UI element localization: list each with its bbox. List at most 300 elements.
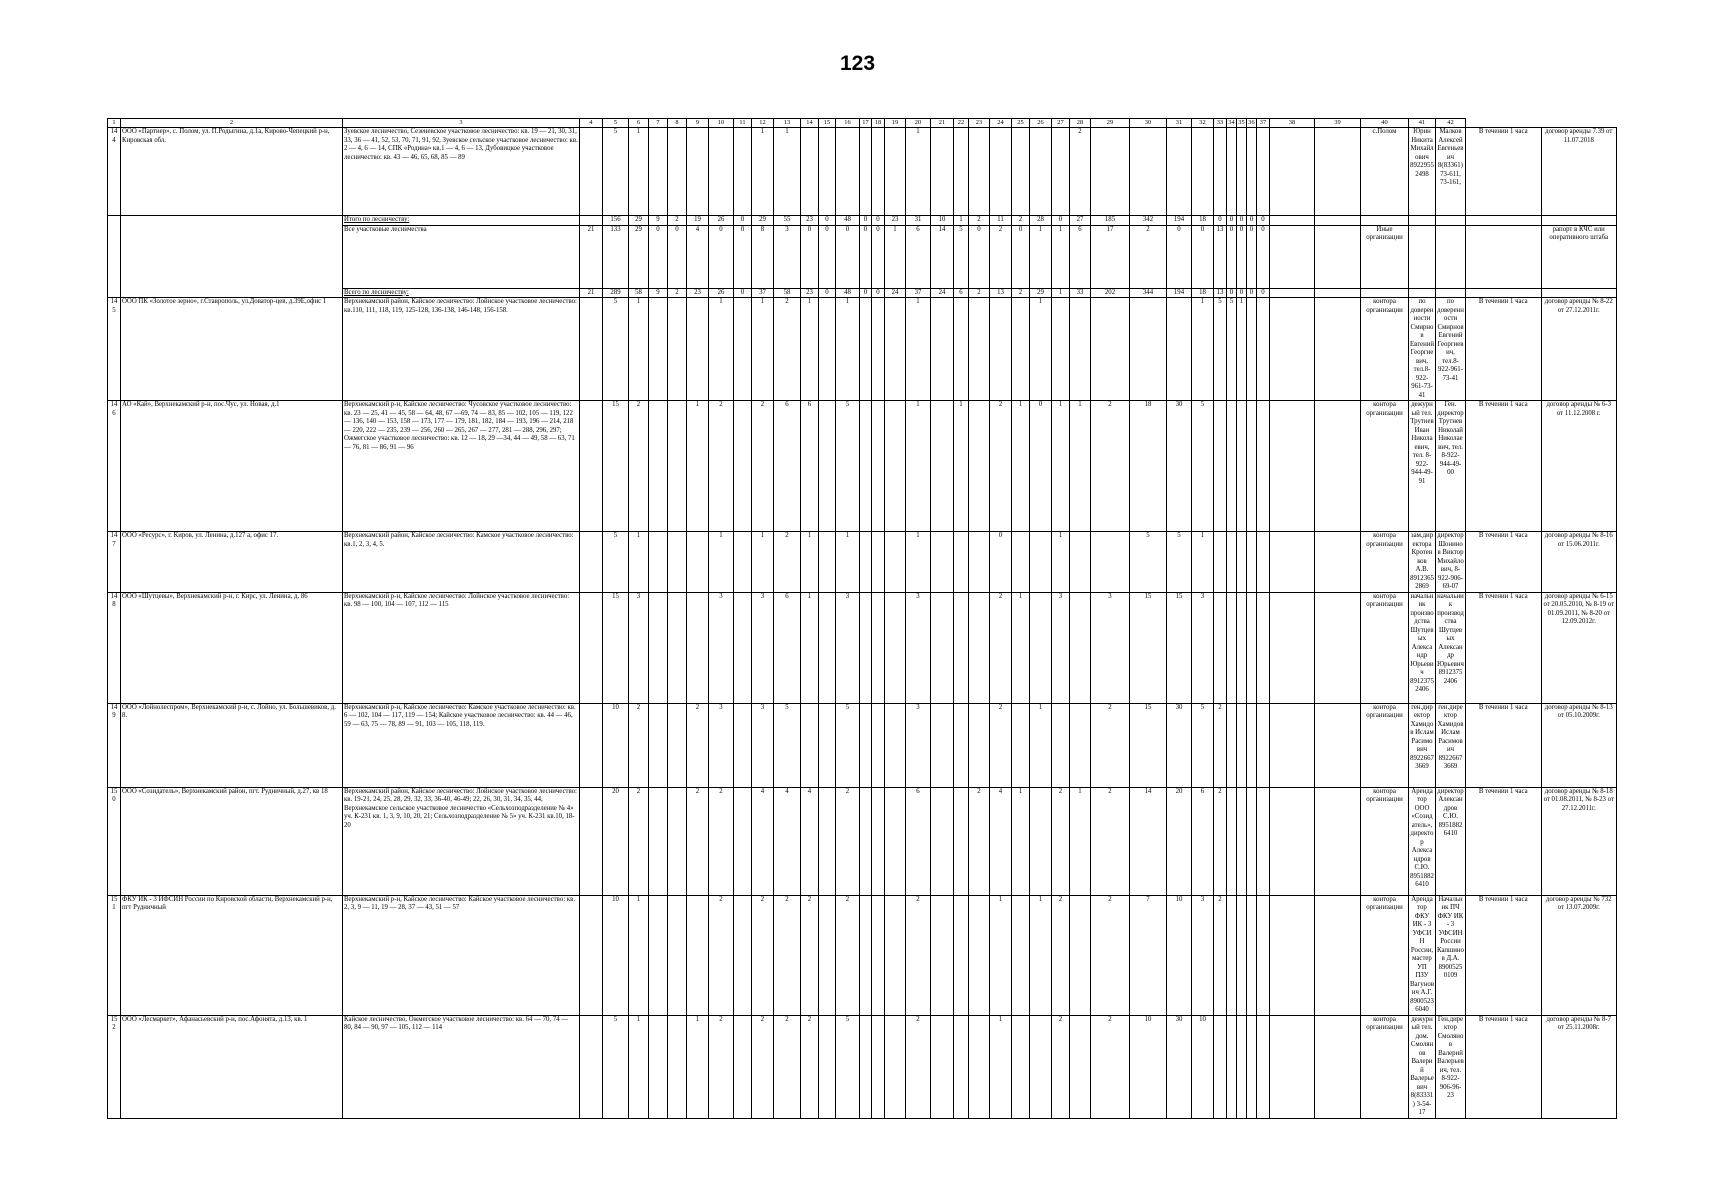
column-number-cell: 1 (108, 119, 121, 128)
manager-contact-cell: директор Шонинов Виктор Михайлович, 8-922-906-69-07 (1437, 532, 1464, 590)
count-cell (819, 298, 836, 401)
subtotal-value-cell: 0 (1052, 216, 1070, 226)
contract-cell: договор аренды № 6-3 от 11.12.2008 г. (1541, 401, 1617, 532)
total-value-cell: 289 (603, 288, 629, 298)
all-forestries-value-cell: 0 (969, 225, 990, 288)
count-cell: 1 (906, 298, 931, 401)
count-cell: 30 (1167, 401, 1192, 532)
count-cell (668, 532, 687, 593)
count-cell (580, 895, 603, 1015)
all-forestries-value-cell: 0 (709, 225, 734, 288)
all-forestries-value-cell: 0 (668, 225, 687, 288)
count-cell (860, 703, 872, 787)
manager-contact-cell: Начальник ПЧ ФКУ ИК - 3 УФСИН России Капшинов Д.А. 89005250109 (1436, 895, 1466, 1015)
count-cell (1227, 703, 1237, 787)
count-cell (954, 298, 969, 401)
count-cell: 2 (752, 895, 774, 1015)
count-cell (1247, 401, 1257, 532)
count-cell (931, 401, 954, 532)
count-cell (734, 128, 752, 216)
all-forestries-value-cell: 0 (1167, 225, 1192, 288)
count-cell: 5 (836, 1015, 860, 1118)
contract-cell: договор аренды № 8-7 от 25.11.2008г. (1541, 1015, 1617, 1118)
count-cell (734, 703, 752, 787)
subtotal-value-cell: 19 (687, 216, 709, 226)
count-cell (1012, 128, 1030, 216)
count-cell (872, 787, 885, 895)
count-cell: 5 (774, 703, 801, 787)
count-cell: 3 (1091, 592, 1130, 703)
count-cell (1257, 592, 1270, 703)
row-number-cell: 144 (108, 128, 121, 216)
all-forestries-value-cell (1315, 225, 1361, 288)
count-cell (931, 787, 954, 895)
count-cell (872, 532, 885, 593)
count-cell: 3 (906, 703, 931, 787)
blank-cell (1466, 216, 1542, 226)
count-cell (931, 298, 954, 401)
count-cell: 4 (774, 787, 801, 895)
all-forestries-value-cell: 6 (1070, 225, 1091, 288)
count-cell (872, 1015, 885, 1118)
count-cell (819, 1015, 836, 1118)
forest-area-cell: Кайское лесничество, Ожмегское участковое лесничество: кв. 64 — 70, 74 — 80, 84 — 90, 97 — 105, 112 — 114 (343, 1015, 580, 1118)
responsible-person-cell: дежурный тел. дом. Смолянов Валерий Валерьевич 8(83331) 3-54-17 (1410, 1015, 1434, 1116)
column-number-cell: 15 (819, 119, 836, 128)
count-cell (1012, 895, 1030, 1015)
count-cell: 3 (1192, 895, 1214, 1015)
count-cell (1247, 703, 1257, 787)
count-cell (1130, 128, 1167, 216)
subtotal-value-cell: 1 (954, 216, 969, 226)
all-forestries-value-cell: 1 (1052, 225, 1070, 288)
all-forestries-value-cell: 0 (1257, 225, 1270, 288)
all-forestries-value-cell: 0 (1227, 225, 1237, 288)
count-cell: 2 (1091, 895, 1130, 1015)
count-cell (872, 298, 885, 401)
count-cell (819, 401, 836, 532)
count-cell (1070, 703, 1091, 787)
count-cell: 2 (801, 895, 819, 1015)
count-cell: 1 (1192, 532, 1214, 593)
contract-cell: договор аренды № 732 от 13.07.2009г. (1541, 895, 1617, 1015)
total-value-cell: 6 (954, 288, 969, 298)
total-value-cell: 2 (1012, 288, 1030, 298)
count-cell (1315, 298, 1361, 401)
count-cell (872, 703, 885, 787)
other-orgs-cell: Иные организации (1361, 225, 1409, 288)
column-number-cell: 26 (1030, 119, 1052, 128)
contract-cell: договор аренды № 8-13 от 05.10.2009г. (1541, 703, 1617, 787)
column-number-cell: 21 (931, 119, 954, 128)
all-forestries-value-cell: 0 (860, 225, 872, 288)
responsible-person-cell: зам.директора Кротенков А.В. 89123652869 (1410, 532, 1434, 590)
organization-cell: ФКУ ИК - 3 ИФСИН России по Кировской области, Верхнекамский р-н, пгт Рудничный (121, 895, 343, 1015)
contract-cell: договор аренды № 8-16 от 15.06.2011г. (1541, 532, 1617, 593)
responsible-person-cell: ген.директор Хамидов Ислам Расимович 89226673669 (1409, 703, 1436, 787)
count-cell (1227, 128, 1237, 216)
column-number-cell: 25 (1012, 119, 1030, 128)
count-cell: 1 (752, 128, 774, 216)
count-cell (860, 592, 872, 703)
count-cell (668, 703, 687, 787)
count-cell: 1 (801, 532, 819, 593)
count-cell (1227, 592, 1237, 703)
column-number-cell: 12 (752, 119, 774, 128)
organization-cell: АО «Кай», Верхнекамский р-н, пос.Чус, ул. Новая, д.1 (121, 401, 343, 532)
count-cell (860, 128, 872, 216)
count-cell (990, 128, 1012, 216)
count-cell (649, 895, 668, 1015)
location-cell: контора организации (1361, 1015, 1409, 1118)
total-value-cell: 194 (1167, 288, 1192, 298)
response-time-cell: В течении 1 часа (1466, 1015, 1542, 1118)
count-cell (1315, 128, 1361, 216)
column-number-cell: 35 (1238, 119, 1245, 126)
count-cell: 5 (1192, 703, 1214, 787)
column-number-cell: 36 (1248, 119, 1255, 126)
count-cell: 4 (752, 787, 774, 895)
count-cell (668, 128, 687, 216)
count-cell (1237, 1015, 1247, 1118)
count-cell (1247, 1015, 1257, 1118)
count-cell: 2 (709, 1015, 734, 1118)
count-cell (580, 532, 603, 593)
total-value-cell: 0 (734, 288, 752, 298)
count-cell (580, 401, 603, 532)
count-cell (819, 895, 836, 1015)
count-cell (734, 895, 752, 1015)
subtotal-value-cell: 0 (872, 216, 885, 226)
count-cell: 3 (1052, 592, 1070, 703)
response-time-cell: В течении 1 часа (1466, 787, 1542, 895)
forest-area-cell: Верхнекамский р-н, Кайское лесничество: Чусовское участковое лесничество: кв. 23 — 25, 41 — 45, 58 — 64, 48, 67 —69, 74 — 83, 85 — 102, 105 — 119, 122 — 136, 140 — 153, 158 — 173, 177 — 179, 181, 182, 184 — 193, 196 — 214, 218 — 220, 222 — 235, 239 — 256, 260 — 265, 267 — 277, 281 — 288, 296, 297; Ожмегское участковое лесничество: кв. 12 — 18, 29 —34, 44 — 49, 58 — 63, 71 — 76, 81 — 86, 91 — 96 (343, 401, 580, 532)
count-cell: 0 (990, 532, 1012, 593)
column-number-cell: 18 (872, 119, 885, 128)
count-cell: 1 (1012, 787, 1030, 895)
count-cell (969, 401, 990, 532)
count-cell: 1 (709, 532, 734, 593)
count-cell (1227, 787, 1237, 895)
count-cell (1070, 298, 1091, 401)
count-cell: 5 (603, 128, 629, 216)
count-cell (819, 703, 836, 787)
count-cell (1192, 128, 1214, 216)
count-cell (1012, 298, 1030, 401)
count-cell (1052, 128, 1070, 216)
count-cell: 1 (629, 532, 649, 593)
count-cell (1237, 592, 1247, 703)
row-number-cell: 148 (108, 592, 121, 703)
count-cell: 1 (1012, 401, 1030, 532)
subtotal-value-cell: 10 (931, 216, 954, 226)
count-cell: 2 (774, 298, 801, 401)
count-cell: 1 (1192, 298, 1214, 401)
blank-cell (1409, 288, 1436, 298)
column-number-cell: 14 (801, 119, 819, 128)
all-forestries-value-cell: 2 (990, 225, 1012, 288)
count-cell: 6 (801, 401, 819, 532)
count-cell (801, 703, 819, 787)
count-cell: 1 (906, 401, 931, 532)
count-cell (649, 532, 668, 593)
count-cell (649, 401, 668, 532)
count-cell (1315, 703, 1361, 787)
count-cell (1091, 532, 1130, 593)
column-number-cell: 22 (954, 119, 969, 128)
table-row (108, 895, 1617, 1015)
count-cell: 15 (1167, 592, 1192, 703)
table-row (108, 1015, 1617, 1118)
count-cell: 2 (709, 895, 734, 1015)
count-cell: 18 (1130, 401, 1167, 532)
count-cell (1030, 592, 1052, 703)
count-cell (1214, 401, 1227, 532)
count-cell (649, 1015, 668, 1118)
table-row (108, 401, 1617, 532)
count-cell: 1 (1012, 592, 1030, 703)
total-value-cell: 2 (969, 288, 990, 298)
total-value-cell: 58 (629, 288, 649, 298)
all-forestries-value-cell (1270, 225, 1315, 288)
row-number-cell: 145 (108, 298, 121, 401)
total-value-cell: 24 (885, 288, 906, 298)
subtotal-value-cell: 0 (1214, 216, 1227, 226)
total-value-cell: 202 (1091, 288, 1130, 298)
subtotal-value-cell: 2 (668, 216, 687, 226)
count-cell (1247, 895, 1257, 1015)
manager-contact-cell: Ген. директор Трутнев Николай Николаевич, тел. 8-922-944-49-00 (1436, 401, 1466, 532)
table-row (108, 298, 1617, 401)
all-forestries-value-cell: 0 (1247, 225, 1257, 288)
count-cell (954, 703, 969, 787)
total-value-cell: 0 (860, 288, 872, 298)
table-row (108, 592, 1617, 703)
responsible-person-cell: Арендатор ООО «Созидатель», директор Александров С.Ю. 89518826410 (1409, 787, 1436, 895)
column-number-cell: 34 (1228, 119, 1235, 126)
count-cell (1257, 401, 1270, 532)
count-cell: 2 (1052, 787, 1070, 895)
count-cell (1214, 532, 1227, 593)
count-cell (954, 1015, 969, 1118)
count-cell: 2 (1091, 1015, 1130, 1118)
subtotal-value-cell: 2 (1012, 216, 1030, 226)
count-cell (1227, 532, 1237, 593)
all-forestries-value-cell: 5 (954, 225, 969, 288)
count-cell: 2 (752, 1015, 774, 1118)
count-cell (885, 128, 906, 216)
response-time-cell: В течении 1 часа (1466, 592, 1542, 703)
count-cell (1315, 592, 1361, 703)
responsible-person-cell: по доверенности Смирнов Евгений Георгиевич, тел.8-922-961-73-41 (1410, 298, 1434, 399)
count-cell: 2 (990, 401, 1012, 532)
count-cell: 30 (1167, 1015, 1192, 1118)
count-cell: 2 (906, 1015, 931, 1118)
blank-cell (1466, 288, 1542, 298)
count-cell: 2 (1091, 787, 1130, 895)
count-cell (1227, 1015, 1237, 1118)
subtotal-value-cell: 156 (603, 216, 629, 226)
count-cell: 2 (969, 787, 990, 895)
blank-cell (1409, 216, 1436, 226)
count-cell (1270, 128, 1315, 216)
total-value-cell: 0 (1247, 288, 1257, 298)
subtotal-value-cell (1315, 216, 1361, 226)
column-number-cell: 6 (629, 119, 649, 128)
count-cell (1091, 298, 1130, 401)
manager-contact-cell: ген.директор Хамидов Ислам Расимович 89226673669 (1436, 703, 1466, 787)
count-cell (1130, 298, 1167, 401)
count-cell (1052, 703, 1070, 787)
column-number-cell: 19 (885, 119, 906, 128)
count-cell: 3 (629, 592, 649, 703)
count-cell: 1 (836, 532, 860, 593)
count-cell (931, 592, 954, 703)
count-cell: 2 (1214, 895, 1227, 1015)
blank-cell (1436, 216, 1466, 226)
subtotal-value-cell: 0 (1247, 216, 1257, 226)
total-value-cell (1270, 288, 1315, 298)
row-number-cell: 146 (108, 401, 121, 532)
responsible-person-cell: Юрин Никита Михайлович 89229552498 (1409, 128, 1436, 216)
count-cell: 1 (1052, 532, 1070, 593)
table-row (108, 532, 1617, 593)
subtotal-value-cell: 48 (836, 216, 860, 226)
count-cell: 2 (1052, 895, 1070, 1015)
count-cell (1257, 298, 1270, 401)
count-cell (1257, 787, 1270, 895)
column-number-cell: 40 (1361, 119, 1409, 128)
count-cell: 1 (906, 532, 931, 593)
count-cell: 2 (629, 401, 649, 532)
responsible-person-cell: дежурный тел. Трутнев Иван Николаевич, тел. 8-922-944-49-91 (1409, 401, 1436, 532)
table-row (108, 703, 1617, 787)
count-cell: 3 (709, 592, 734, 703)
count-cell (1257, 895, 1270, 1015)
column-number-cell: 7 (649, 119, 668, 128)
all-forestries-value-cell: 17 (1091, 225, 1130, 288)
count-cell (860, 298, 872, 401)
count-cell (1257, 128, 1270, 216)
subtotal-value-cell: 26 (709, 216, 734, 226)
count-cell (734, 401, 752, 532)
row-number-cell: 149 (108, 703, 121, 787)
location-cell: контора организации (1361, 787, 1409, 895)
count-cell (1070, 532, 1091, 593)
all-forestries-value-cell: 0 (1237, 225, 1247, 288)
count-cell (1227, 401, 1237, 532)
count-cell (734, 592, 752, 703)
total-value-cell: 9 (649, 288, 668, 298)
count-cell: 2 (709, 401, 734, 532)
forest-fire-resources-table (107, 118, 1617, 1119)
responsible-person-cell: начальник производства Шутцевых Александр Юрьевич 89123752406 (1409, 592, 1436, 703)
report-table-sheet (107, 118, 1617, 1116)
count-cell: 1 (954, 401, 969, 532)
count-cell (1237, 787, 1247, 895)
count-cell (687, 592, 709, 703)
table-row (108, 787, 1617, 895)
count-cell: 2 (774, 532, 801, 593)
count-cell (668, 787, 687, 895)
count-cell: 3 (709, 703, 734, 787)
count-cell: 1 (1030, 703, 1052, 787)
organization-cell: ООО «Лойнолеспром», Верхнекамский р-н, с. Лойно, ул. Большевиков, д. 8. (121, 703, 343, 787)
count-cell (819, 787, 836, 895)
count-cell (969, 592, 990, 703)
forest-area-cell: Верхнекамский район, Кайское лесничество: Лойнское участковое лесничество: кв.110, 111, 118, 119, 125-128, 136-138, 146-148, 156-158. (343, 298, 580, 401)
count-cell (885, 401, 906, 532)
count-cell (1012, 1015, 1030, 1118)
blank-cell (1466, 225, 1542, 288)
all-forestries-value-cell: 0 (872, 225, 885, 288)
subtotal-value-cell: 194 (1167, 216, 1192, 226)
all-forestries-value-cell: 13 (1214, 225, 1227, 288)
forest-area-cell: Верхнекамский район, Кайское лесничество: Камское участковое лесничество: кв.1, 2, 3, 4, 5. (343, 532, 580, 593)
organization-cell: ООО «Лесмаркет», Афанасьевский р-н, пос.Афонята, д.13, кв. 1 (121, 1015, 343, 1118)
count-cell (872, 895, 885, 1015)
count-cell: 2 (836, 787, 860, 895)
location-cell: контора организации (1361, 532, 1409, 593)
count-cell (1247, 592, 1257, 703)
count-cell (872, 592, 885, 703)
subtotal-value-cell: 29 (752, 216, 774, 226)
count-cell (860, 532, 872, 593)
all-forestries-value-cell: 0 (1012, 225, 1030, 288)
column-number-cell: 9 (687, 119, 709, 128)
count-cell: 2 (1214, 787, 1227, 895)
count-cell (969, 1015, 990, 1118)
count-cell (860, 1015, 872, 1118)
subtotal-value-cell: 11 (990, 216, 1012, 226)
count-cell (860, 787, 872, 895)
count-cell: 2 (1070, 128, 1091, 216)
page-number: 123 (839, 52, 876, 75)
column-number-cell: 11 (734, 119, 752, 128)
contract-cell: договор аренды № 8-18 от 01.08.2011, № 8-23 от 27.12.2011г. (1541, 787, 1617, 895)
count-cell (1030, 532, 1052, 593)
all-forestries-value-cell: 2 (1130, 225, 1167, 288)
count-cell (969, 895, 990, 1015)
count-cell (1270, 401, 1315, 532)
count-cell (1030, 128, 1052, 216)
count-cell: 5 (1192, 401, 1214, 532)
count-cell (885, 787, 906, 895)
count-cell: 6 (906, 787, 931, 895)
subtotal-value-cell: 28 (1030, 216, 1052, 226)
count-cell (885, 703, 906, 787)
column-number-cell: 37 (1257, 119, 1270, 128)
count-cell: 2 (687, 703, 709, 787)
table-row (108, 128, 1617, 216)
subtotal-value-cell: 23 (801, 216, 819, 226)
count-cell (734, 298, 752, 401)
location-cell: контора организации (1361, 298, 1409, 401)
count-cell (885, 532, 906, 593)
report-cell: рапорт в КЧС или оперативного штаба (1541, 225, 1617, 288)
count-cell: 1 (629, 895, 649, 1015)
count-cell: 5 (603, 1015, 629, 1118)
column-number-cell: 16 (836, 119, 860, 128)
count-cell (1270, 1015, 1315, 1118)
count-cell (734, 1015, 752, 1118)
count-cell (931, 1015, 954, 1118)
all-forestries-value-cell: 1 (1030, 225, 1052, 288)
subtotal-value-cell: 18 (1192, 216, 1214, 226)
blank-cell (1361, 216, 1409, 226)
count-cell (580, 1015, 603, 1118)
count-cell: 1 (801, 298, 819, 401)
